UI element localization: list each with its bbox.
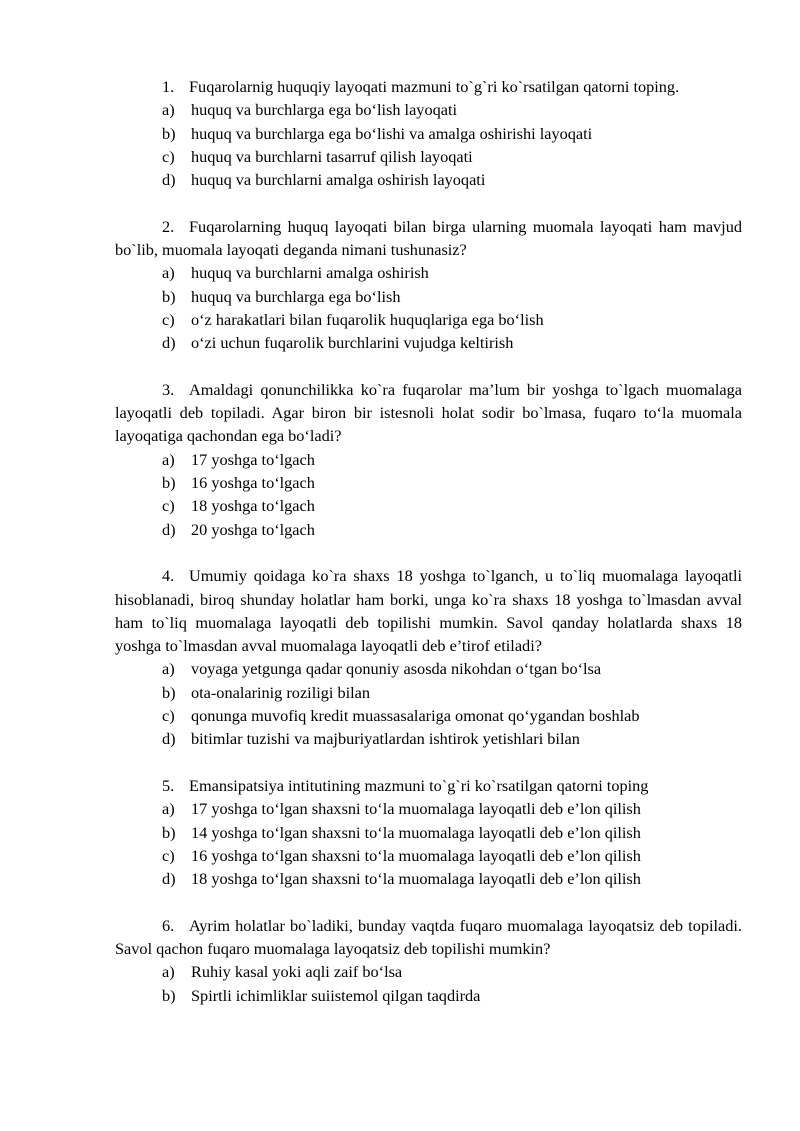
option-letter: d)	[162, 519, 176, 539]
blank-line	[115, 541, 742, 564]
option-a	[115, 657, 742, 680]
option-b	[115, 821, 742, 844]
option-c	[115, 494, 742, 517]
option-b	[115, 681, 742, 704]
option-letter: c)	[162, 309, 175, 329]
option-letter: d)	[162, 170, 176, 190]
option-text: huquq va burchlarni tasarruf qilish layoqati	[191, 146, 473, 166]
option-d	[115, 168, 742, 191]
blank-line	[115, 191, 742, 214]
option-a	[115, 448, 742, 471]
option-letter: b)	[162, 822, 176, 842]
question-3	[115, 378, 742, 541]
question-4	[115, 564, 742, 750]
option-text: huquq va burchlarga ega bo‘lishi va amalga oshirishi layoqati	[191, 123, 593, 143]
question-number: 1.	[162, 77, 175, 96]
option-letter: c)	[162, 496, 175, 516]
option-text: 18 yoshga to‘lgach	[191, 496, 315, 516]
option-text: 18 yoshga to‘lgan shaxsni to‘la muomalaga layoqatli deb e’lon qilish	[191, 869, 641, 889]
question-text: Emansipatsiya intitutining mazmuni to`g`ri ko`rsatilgan qatorni toping	[189, 775, 649, 795]
option-letter: d)	[162, 729, 176, 749]
option-letter: b)	[162, 123, 176, 143]
options-list	[115, 797, 742, 890]
option-text: o‘z harakatlari bilan fuqarolik huquqlariga ega bo‘lish	[191, 309, 544, 329]
question-text: Fuqarolarnig huquqiy layoqati mazmuni to`g`ri ko`rsatilgan qatorni toping.	[189, 77, 680, 96]
option-letter: b)	[162, 286, 176, 306]
option-a	[115, 960, 742, 983]
option-text: 16 yoshga to‘lgan shaxsni to‘la muomalaga layoqatli deb e’lon qilish	[191, 845, 641, 865]
option-letter: c)	[162, 845, 175, 865]
document-page	[115, 75, 742, 1007]
option-letter: b)	[162, 473, 176, 493]
option-text: ota-onalarinig roziligi bilan	[191, 682, 371, 702]
option-text: 20 yoshga to‘lgach	[191, 519, 315, 539]
question-number: 2.	[162, 216, 175, 236]
blank-line	[115, 751, 742, 774]
option-d	[115, 331, 742, 354]
question-6	[115, 914, 742, 1007]
option-text: voyaga yetgunga qadar qonuniy asosda nikohdan o‘tgan bo‘lsa	[191, 659, 602, 679]
question-5	[115, 774, 742, 890]
option-c	[115, 308, 742, 331]
option-text: huquq va burchlarni amalga oshirish	[191, 263, 429, 283]
question-number: 3.	[162, 379, 175, 399]
blank-line	[115, 355, 742, 378]
option-text: huquq va burchlarga ega bo‘lish layoqati	[191, 100, 458, 120]
question-2	[115, 215, 742, 355]
question-number: 6.	[162, 915, 175, 935]
option-letter: a)	[162, 449, 175, 469]
option-letter: d)	[162, 333, 176, 353]
options-list	[115, 448, 742, 541]
option-letter: a)	[162, 100, 175, 120]
question-text: Fuqarolarning huquq layoqati bilan birga ularning muomala layoqati ham mavjud bo`lib, muomala layoqati deganda nimani tushunasiz?	[115, 216, 742, 260]
option-text: 17 yoshga to‘lgan shaxsni to‘la muomalaga layoqatli deb e’lon qilish	[191, 799, 641, 819]
option-b	[115, 984, 742, 1007]
option-text: 16 yoshga to‘lgach	[191, 473, 315, 493]
option-text: bitimlar tuzishi va majburiyatlardan ishtirok yetishlari bilan	[191, 729, 580, 749]
option-d	[115, 867, 742, 890]
option-d	[115, 518, 742, 541]
option-c	[115, 704, 742, 727]
option-text: 14 yoshga to‘lgan shaxsni to‘la muomalaga layoqatli deb e’lon qilish	[191, 822, 641, 842]
option-c	[115, 844, 742, 867]
option-b	[115, 122, 742, 145]
option-letter: a)	[162, 799, 175, 819]
option-text: qonunga muvofiq kredit muassasalariga omonat qo‘ygandan boshlab	[191, 706, 640, 726]
option-text: o‘zi uchun fuqarolik burchlarini vujudga keltirish	[191, 333, 514, 353]
option-text: 17 yoshga to‘lgach	[191, 449, 315, 469]
question-number: 5.	[162, 775, 175, 795]
option-letter: b)	[162, 682, 176, 702]
option-c	[115, 145, 742, 168]
options-list	[115, 98, 742, 191]
option-text: huquq va burchlarga ega bo‘lish	[191, 286, 401, 306]
question-text: Umumiy qoidaga ko`ra shaxs 18 yoshga to`lganch, u to`liq muomalaga layoqatli hisoblanadi, biroq shunday holatlar ham borki, unga ko`ra shaxs 18 yoshga to`lmasdan avval ham to`liq muomalaga layoqatli deb topilishi mumkin. Savol qanday holatlarda shaxs 18 yoshga to`lmasdan avval muomalaga layoqatli deb e’tirof etiladi?	[115, 566, 742, 656]
option-a	[115, 797, 742, 820]
option-a	[115, 261, 742, 284]
option-letter: c)	[162, 706, 175, 726]
options-list	[115, 657, 742, 750]
option-letter: c)	[162, 146, 175, 166]
option-text: Ruhiy kasal yoki aqli zaif bo‘lsa	[191, 962, 403, 982]
option-letter: a)	[162, 962, 175, 982]
option-a	[115, 98, 742, 121]
question-text: Amaldagi qonunchilikka ko`ra fuqarolar ma’lum bir yoshga to`lgach muomalaga layoqatli deb topiladi. Agar biron bir istesnoli holat sodir bo`lmasa, fuqaro to‘la muomala layoqatiga qachondan ega bo‘ladi?	[115, 379, 742, 446]
question-number: 4.	[162, 566, 175, 586]
blank-line	[115, 890, 742, 913]
option-b	[115, 285, 742, 308]
option-letter: d)	[162, 869, 176, 889]
option-d	[115, 727, 742, 750]
option-text: Spirtli ichimliklar suiistemol qilgan taqdirda	[191, 985, 481, 1005]
option-letter: b)	[162, 985, 176, 1005]
option-b	[115, 471, 742, 494]
option-letter: a)	[162, 263, 175, 283]
option-letter: a)	[162, 659, 175, 679]
question-1	[115, 75, 742, 191]
question-text: Ayrim holatlar bo`ladiki, bunday vaqtda fuqaro muomalaga layoqatsiz deb topiladi. Savol qachon fuqaro muomalaga layoqatsiz deb topilishi mumkin?	[115, 915, 742, 958]
options-list	[115, 261, 742, 354]
options-list	[115, 960, 742, 1007]
option-text: huquq va burchlarni amalga oshirish layoqati	[191, 170, 486, 190]
